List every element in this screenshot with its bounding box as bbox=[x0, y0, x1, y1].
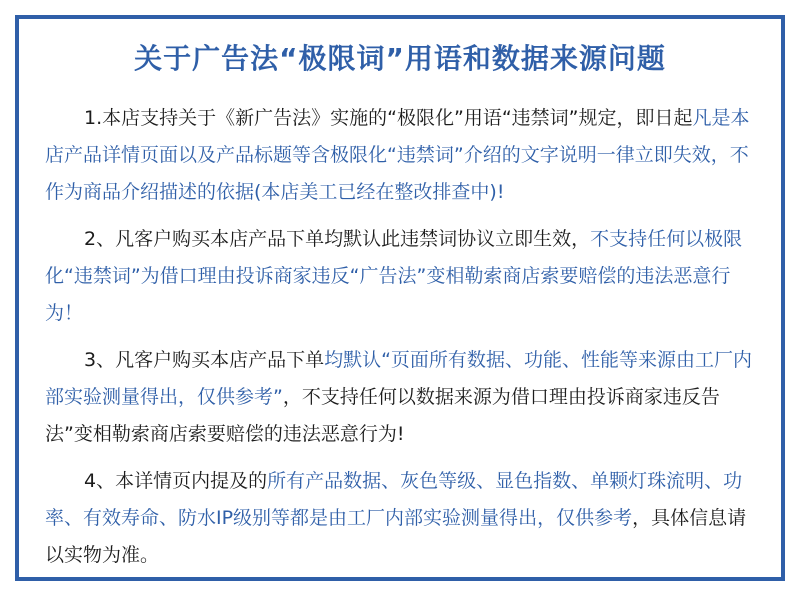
paragraph-3-text: 3、凡客户购买本店产品下单 bbox=[84, 349, 325, 371]
notice-frame bbox=[15, 15, 785, 581]
paragraph-2-highlight: 不支持任何以极限化“违禁词”为借口理由投诉商家违反“广告法”变相勒索商店索要赔偿的违法恶意行为！ bbox=[45, 228, 743, 324]
paragraph-3-highlight: 均默认“页面所有数据、功能、性能等来源由工厂内部实验测量得出，仅供参考” bbox=[45, 349, 752, 408]
paragraph-4-highlight: 所有产品数据、灰色等级、显色指数、单颗灯珠流明、功率、有效寿命、防水IP级别等都是由工厂内部实验测量得出，仅供参考 bbox=[45, 470, 743, 529]
notice-paragraph-3 bbox=[45, 342, 761, 453]
notice-paragraph-4 bbox=[45, 463, 761, 574]
paragraph-1-text: 1.本店支持关于《新广告法》实施的“极限化”用语“违禁词”规定，即日起 bbox=[84, 107, 693, 129]
notice-title: 关于广告法“极限词”用语和数据来源问题 bbox=[134, 42, 666, 75]
paragraph-4-text-end: ，具体信息请以实物为准。 bbox=[45, 507, 747, 566]
paragraph-4-text: 4、本详情页内提及的 bbox=[84, 470, 268, 492]
notice-paragraph-1 bbox=[45, 100, 761, 211]
notice-paragraph-2 bbox=[45, 221, 761, 332]
paragraph-1-highlight: 凡是本店产品详情页面以及产品标题等含极限化“违禁词”介绍的文字说明一律立即失效，不作为商品介绍描述的依据(本店美工已经在整改排查中)! bbox=[45, 107, 750, 203]
paragraph-2-text: 2、凡客户购买本店产品下单均默认此违禁词协议立即生效， bbox=[84, 228, 591, 250]
paragraph-3-text-end: ，不支持任何以数据来源为借口理由投诉商家违反告法”变相勒索商店索要赔偿的违法恶意行为! bbox=[45, 386, 720, 445]
